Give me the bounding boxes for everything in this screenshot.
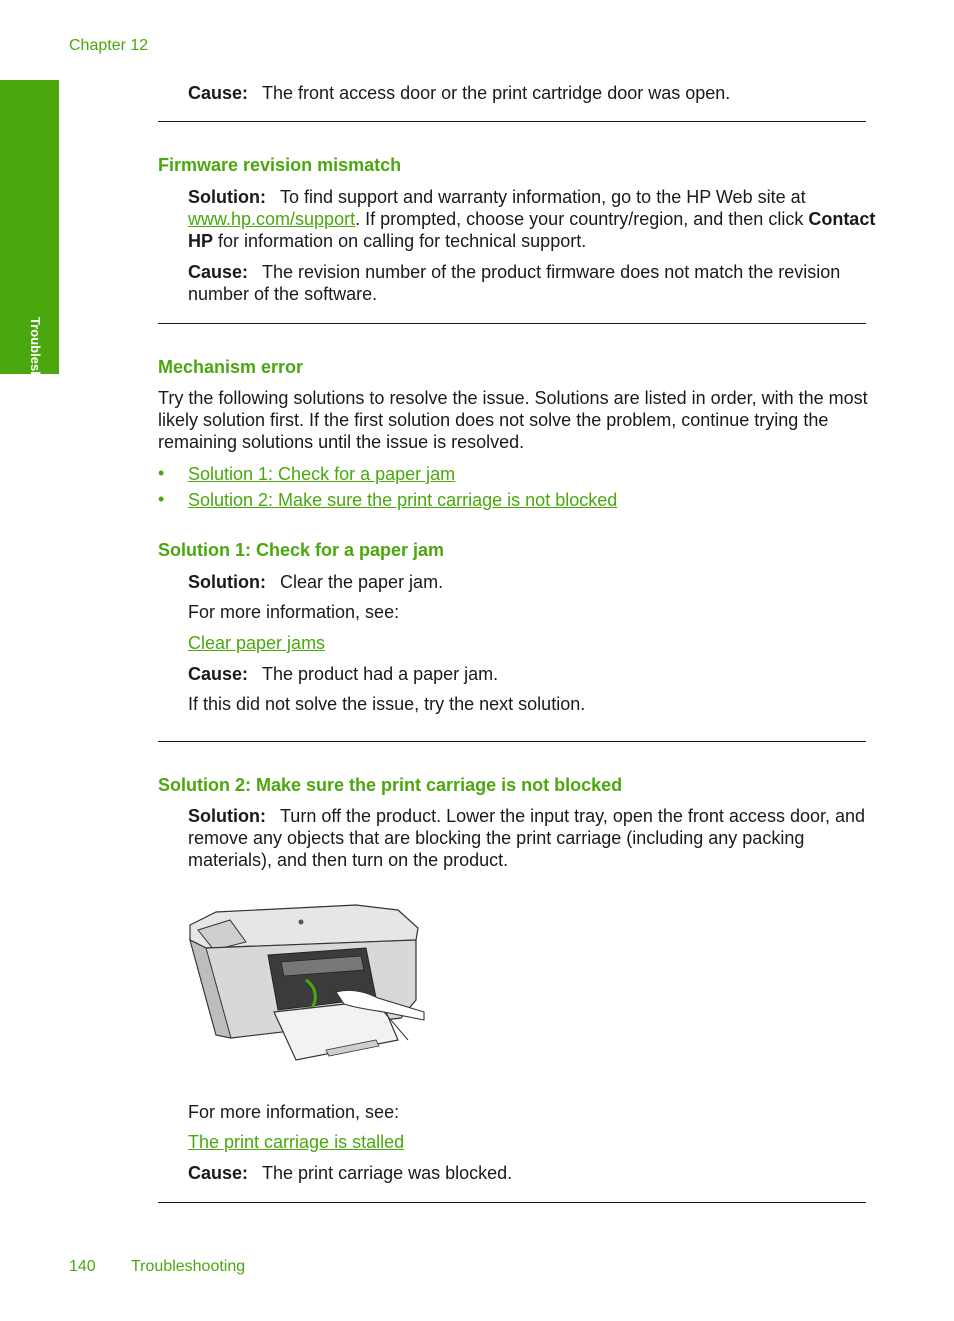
link-solution-2[interactable]: Solution 2: Make sure the print carriage is not blocked	[188, 490, 618, 510]
cause-label: Cause:	[188, 664, 249, 684]
bullet-item	[188, 489, 878, 511]
cause-text: The print carriage was blocked.	[262, 1163, 513, 1183]
next-solution-text: If this did not solve the issue, try the next solution.	[188, 694, 586, 714]
solution2-cause	[188, 1162, 878, 1184]
side-tab-label: Troubleshooting	[28, 317, 43, 419]
cause-text: The product had a paper jam.	[262, 664, 499, 684]
footer-section: Troubleshooting	[131, 1258, 246, 1275]
mechanism-intro: Try the following solutions to resolve the issue. Solutions are listed in order, with the most likely solution first. If the first solution does not solve the problem, continue trying the remaining solutions until the issue is resolved.	[158, 388, 868, 452]
divider	[158, 1202, 866, 1203]
bullet-marker: •	[158, 463, 165, 483]
solution2-solution	[188, 805, 878, 871]
bullet-item	[188, 463, 878, 485]
solution1-solution	[188, 571, 878, 593]
heading-mechanism: Mechanism error	[158, 357, 304, 377]
cause-text: The revision number of the product firmware does not match the revision number of the software.	[188, 262, 841, 304]
solution-text: Turn off the product. Lower the input tray, open the front access door, and remove any objects that are blocking the print carriage (including any packing materials), and then turn on the product.	[188, 806, 866, 870]
cause-label: Cause:	[188, 83, 249, 103]
link-solution-1[interactable]: Solution 1: Check for a paper jam	[188, 464, 456, 484]
chapter-label: Chapter 12	[69, 37, 149, 54]
solution-text: for information on calling for technical support.	[213, 231, 587, 251]
firmware-solution	[188, 186, 878, 252]
more-info-text: For more information, see:	[188, 602, 400, 622]
hp-support-link[interactable]: www.hp.com/support	[188, 209, 356, 229]
top-cause	[188, 82, 878, 104]
print-carriage-stalled-link[interactable]: The print carriage is stalled	[188, 1132, 405, 1152]
heading-firmware: Firmware revision mismatch	[158, 155, 402, 175]
contact-hp-label: Contact HP	[188, 209, 876, 251]
solution-label: Solution:	[188, 187, 266, 207]
printer-illustration	[186, 900, 428, 1070]
firmware-cause	[188, 261, 878, 305]
solution-text: Clear the paper jam.	[279, 572, 444, 592]
cause-label: Cause:	[188, 1163, 249, 1183]
cause-text: The front access door or the print cartridge door was open.	[262, 83, 731, 103]
divider	[158, 323, 866, 324]
solution-label: Solution:	[188, 572, 266, 592]
clear-jams-link-wrap	[188, 632, 878, 654]
heading-solution-1: Solution 1: Check for a paper jam	[158, 540, 445, 560]
solution-label: Solution:	[188, 806, 266, 826]
divider	[158, 121, 866, 122]
more-info-text: For more information, see:	[188, 1102, 400, 1122]
solution1-cause	[188, 663, 878, 685]
bullet-marker: •	[158, 489, 165, 509]
divider	[158, 741, 866, 742]
cause-label: Cause:	[188, 262, 249, 282]
heading-solution-2: Solution 2: Make sure the print carriage is not blocked	[158, 775, 623, 795]
side-tab	[0, 80, 59, 419]
solution-text: To find support and warranty information, go to the HP Web site at	[279, 187, 806, 207]
carriage-stalled-link-wrap	[188, 1131, 878, 1153]
clear-paper-jams-link[interactable]: Clear paper jams	[188, 633, 326, 653]
page-number: 140	[69, 1258, 96, 1275]
solution-text: . If prompted, choose your country/region, and then click	[355, 209, 809, 229]
